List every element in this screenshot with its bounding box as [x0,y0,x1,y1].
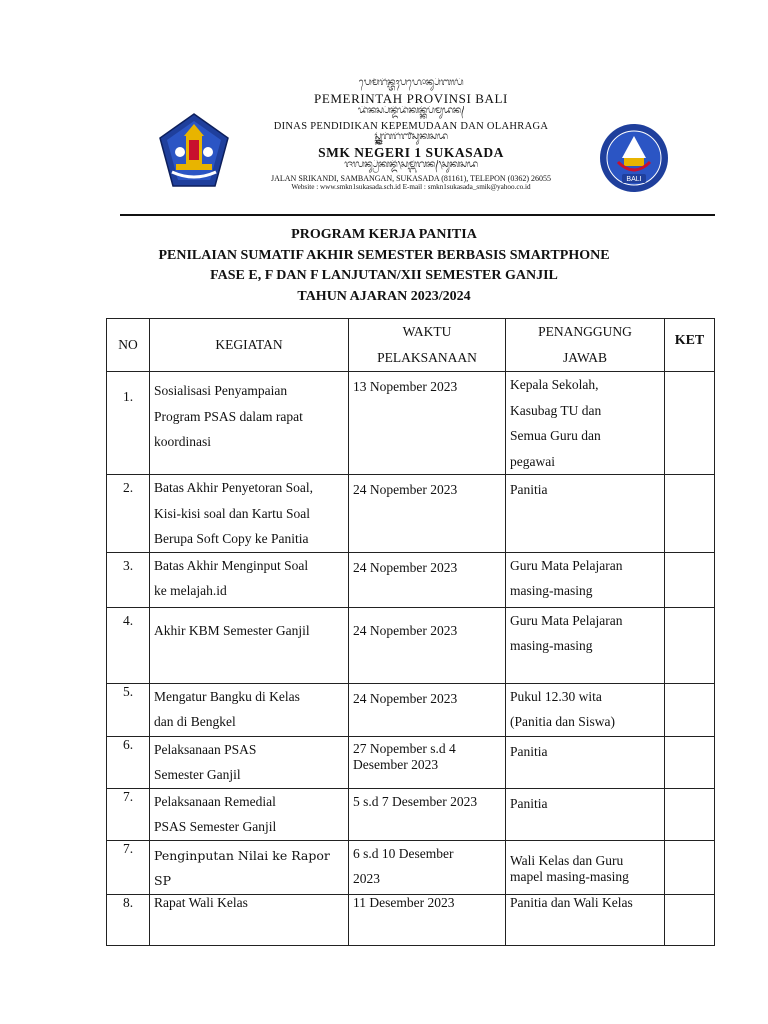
row-penanggung-jawab: Panitia [506,736,665,788]
letterhead [120,78,715,218]
row-number: 8. [107,894,150,945]
row-number: 6. [107,736,150,788]
row-ket [665,788,715,840]
row-penanggung-jawab: Panitia dan Wali Kelas [506,894,665,945]
row-number: 5. [107,683,150,736]
row-penanggung-jawab: Guru Mata Pelajaran masing-masing [506,552,665,607]
table-row [107,475,715,553]
program-table [106,318,715,946]
row-penanggung-jawab: Wali Kelas dan Guru mapel masing-masing [506,840,665,894]
right-logo-text: BALI [626,176,642,183]
balinese-script-line-2: ᬤᬶᬦᬲ᭄ᬧᭂᬦ᭄ᬤᬶᬤᬶᬓᬦ᭄ᬓᭂᬧᭂᬫᬸᬤᬦ᭄ [357,105,465,116]
row-ket [665,372,715,475]
row-penanggung-jawab: Guru Mata Pelajaran masing-masing [506,607,665,683]
row-ket [665,894,715,945]
row-number: 4. [107,607,150,683]
row-ket [665,736,715,788]
row-penanggung-jawab: Panitia [506,788,665,840]
header-penanggung-jawab [506,319,665,372]
title-line-3: FASE E, F DAN F LANJUTAN/XII SEMESTER GANJIL [210,268,558,283]
row-number: 1. [107,372,150,475]
balinese-script-line-1: ᬧᬾᬫᭂᬭᬶᬦ᭄ᬢᬄᬧᬳᭀᬦ᭄ᬲᬶᬩᬮᬶ [358,78,464,88]
row-kegiatan: Pelaksanaan PSAS Semester Ganjil [150,736,349,788]
row-penanggung-jawab: Pukul 12.30 wita (Panitia dan Siswa) [506,683,665,736]
row-kegiatan: Batas Akhir Menginput Soal ke melajah.id [150,552,349,607]
table-row [107,840,715,894]
row-number: 2. [107,475,150,553]
row-kegiatan: Sosialisasi Penyampaian Program PSAS dalam rapat koordinasi [150,372,349,475]
balinese-script-line-3: ᬲ᭄ᬫ᭄ᬓ᭄ᬦᭂᬕᭂᬭᬶ᭑ᬲᬸᬓᬲᬤ [374,131,448,142]
bali-education-emblem-icon [598,122,670,194]
row-penanggung-jawab: Panitia [506,475,665,553]
row-waktu: 24 Nopember 2023 [349,683,506,736]
row-waktu: 6 s.d 10 Desember 2023 [349,840,506,894]
table-row [107,683,715,736]
row-waktu: 24 Nopember 2023 [349,552,506,607]
title-line-4: TAHUN AJARAN 2023/2024 [297,288,471,304]
row-kegiatan: Penginputan Nilai ke Rapor SP [150,840,349,894]
row-penanggung-jawab: Kepala Sekolah, Kasubag TU dan Semua Guru dan pegawai [506,372,665,475]
table-row [107,736,715,788]
row-waktu: 5 s.d 7 Desember 2023 [349,788,506,840]
school-address: JALAN SRIKANDI, SAMBANGAN, SUKASADA (81161), TELEPON (0362) 26055 [270,173,551,183]
header-pj-line-2: JAWAB [563,350,607,365]
header-pj-line-1: PENANGGUNG [538,324,632,339]
table-row [107,894,715,945]
header-no: NO [107,319,150,372]
table-row [107,788,715,840]
header-ket: KET [665,319,715,372]
province-name: PEMERINTAH PROVINSI BALI [314,91,508,106]
row-waktu: 13 Nopember 2023 [349,372,506,475]
title-line-2: PENILAIAN SUMATIF AKHIR SEMESTER BERBASIS SMARTPHONE [158,247,610,263]
row-number: 7. [107,840,150,894]
header-waktu-line-1: WAKTU [402,324,452,339]
row-waktu: 11 Desember 2023 [349,894,506,945]
header-waktu [349,319,506,372]
row-number: 7. [107,788,150,840]
row-kegiatan: Mengatur Bangku di Kelas dan di Bengkel [150,683,349,736]
row-kegiatan: Akhir KBM Semester Ganjil [150,607,349,683]
school-contact: Website : www.smkn1sukasada.sch.id E-mail : smkn1sukasada_smik@yahoo.co.id [291,183,531,192]
row-ket [665,840,715,894]
row-ket [665,552,715,607]
row-ket [665,683,715,736]
row-ket [665,475,715,553]
table-header-row [107,319,715,372]
letterhead-divider [120,214,715,216]
document-title-block [60,225,708,307]
table-row [107,552,715,607]
row-number: 3. [107,552,150,607]
balinese-script-line-4: ᬚᬮᬦ᭄ᬲ᭄ᬭᬶᬓᬦ᭄ᬤᬶ᭞ᬲᬫ᭄ᬩᬂᬕᬦ᭄᭞ᬲᬸᬓᬲᬤ [344,159,478,170]
school-name: SMK NEGERI 1 SUKASADA [318,144,504,160]
table-row [107,372,715,475]
row-waktu: 24 Nopember 2023 [349,607,506,683]
title-line-1: PROGRAM KERJA PANITIA [291,227,477,242]
bali-province-emblem-icon [158,112,230,188]
department-name: DINAS PENDIDIKAN KEPEMUDAAN DAN OLAHRAGA [273,120,549,132]
row-kegiatan: Pelaksanaan Remedial PSAS Semester Ganjil [150,788,349,840]
table-row [107,607,715,683]
row-ket [665,607,715,683]
header-waktu-line-2: PELAKSANAAN [377,350,477,365]
header-kegiatan: KEGIATAN [150,319,349,372]
row-waktu: 27 Nopember s.d 4 Desember 2023 [349,736,506,788]
row-kegiatan: Batas Akhir Penyetoran Soal, Kisi-kisi soal dan Kartu Soal Berupa Soft Copy ke Panitia [150,475,349,553]
row-kegiatan: Rapat Wali Kelas [150,894,349,945]
row-waktu: 24 Nopember 2023 [349,475,506,553]
